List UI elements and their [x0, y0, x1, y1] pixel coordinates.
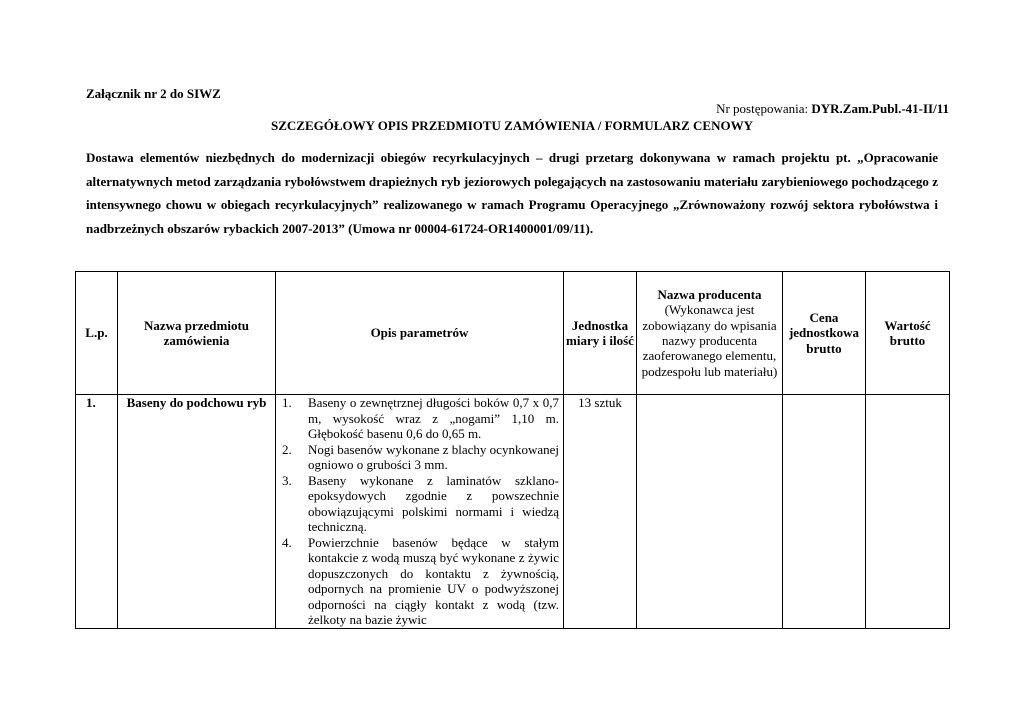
procedure-number [716, 101, 949, 117]
list-item [280, 395, 559, 442]
table-row [76, 395, 950, 629]
specification-table [75, 271, 950, 629]
column-header-unit-price: Cena jednostkowa brutto [783, 272, 866, 395]
producer-title: Nazwa producenta [657, 286, 762, 302]
row-item-name: Baseny do podchowu ryb [118, 395, 276, 629]
column-header-lp: L.p. [76, 272, 118, 395]
list-item [280, 442, 559, 473]
procedure-number-label: Nr postępowania: [716, 101, 812, 116]
row-producer-cell[interactable] [637, 395, 783, 629]
table-header-row [76, 272, 950, 395]
param-text: Powierzchnie basenów będące w stałym kontakcie z wodą muszą być wykonane z żywic dopuszczonych do kontaktu z żywnością, odpornych na promienie UV o podwyższonej odporności na ciągły kontakt z wodą (tzw. żelkoty na bazie żywic [308, 534, 559, 627]
param-text: Baseny wykonane z laminatów szklano-epoksydowych zgodnie z powszechnie obowiązującymi polskimi normami i wiedzą techniczną. [308, 472, 559, 534]
column-header-params: Opis parametrów [276, 272, 564, 395]
param-list [280, 395, 559, 628]
producer-note: (Wykonawca jest zobowiązany do wpisania nazwy producenta zaoferowanego elementu, podzespołu lub materiału) [641, 302, 778, 379]
param-number: 4. [282, 534, 292, 550]
param-number: 2. [282, 441, 292, 457]
list-item [280, 535, 559, 628]
param-number: 1. [282, 395, 292, 410]
row-lp: 1. [76, 395, 118, 629]
document-title: SZCZEGÓŁOWY OPIS PRZEDMIOTU ZAMÓWIENIA / FORMULARZ CENOWY [270, 118, 753, 133]
column-header-name: Nazwa przedmiotu zamówienia [118, 272, 276, 395]
param-text: Baseny o zewnętrznej długości boków 0,7 x 0,7 m, wysokość wraz z „nogami” 1,10 m. Głębokość basenu 0,6 do 0,65 m. [308, 395, 559, 441]
row-unit-price-cell[interactable] [783, 395, 866, 629]
intro-paragraph: Dostawa elementów niezbędnych do modernizacji obiegów recyrkulacyjnych – drugi przetarg dokonywana w ramach projektu pt. „Opracowanie alternatywnych metod zarządzania rybołówstwem drapieżnych ryb jeziorowych polegających na zastosowaniu materiału zarybieniowego pochodzącego z intensywnego chowu w obiegach recyrkulacyjnych” realizowanego w ramach Programu Operacyjnego „Zrównoważony rozwój sektora rybołówstwa i nadbrzeżnych obszarów rybackich 2007-2013” (Umowa nr 00004-61724-OR1400001/09/11). [86, 150, 938, 236]
row-unit-quantity: 13 sztuk [564, 395, 637, 629]
attachment-label: Załącznik nr 2 do SIWZ [86, 86, 221, 101]
row-value-cell[interactable] [866, 395, 950, 629]
procedure-number-value: DYR.Zam.Publ.-41-II/11 [811, 101, 949, 116]
column-header-value: Wartość brutto [866, 272, 950, 395]
param-number: 3. [282, 472, 292, 488]
column-header-producer [637, 272, 783, 395]
param-text: Nogi basenów wykonane z blachy ocynkowanej ogniowo o grubości 3 mm. [308, 441, 559, 472]
row-params [276, 395, 564, 629]
column-header-unit: Jednostka miary i ilość [564, 272, 637, 395]
list-item [280, 473, 559, 535]
